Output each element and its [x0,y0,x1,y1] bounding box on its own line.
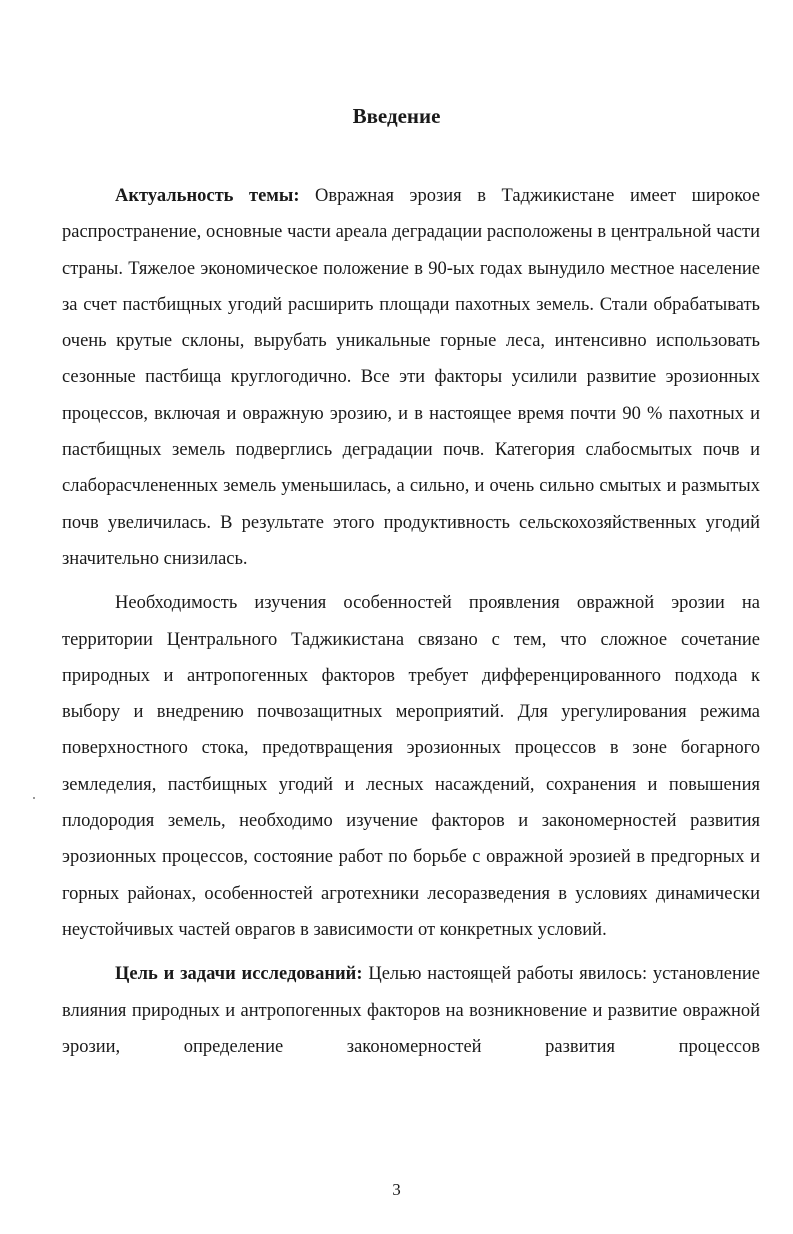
scan-speck [33,797,35,799]
paragraph-text: Овражная эрозия в Таджикистане имеет широкое распространение, основные части ареала деградации расположены в центральной части страны. Тяжелое экономическое положение в 90-ых годах вынудило местное население за счет пастбищных угодий расширить площади пахотных земель. Стали обрабатывать очень крутые склоны, вырубать уникальные горные леса, интенсивно использовать сезонные пастбища круглогодично. Все эти факторы усилили развитие эрозионных процессов, включая и овражную эрозию, и в настоящее время почти 90 % пахотных и пастбищных земель подверглись деградации почв. Категория слабосмытых почв и слаборасчлененных земель уменьшилась, а сильно, и очень сильно смытых и размытых почв увеличилась. В результате этого продуктивность сельскохозяйственных угодий значительно снизилась. [62,186,760,569]
paragraph-lead: Актуальность темы: [115,186,300,206]
page-title: Введение [352,104,441,128]
paragraph-relevance [62,178,760,577]
paragraph-goals [62,956,760,1065]
paragraph-text: Целью настоящей работы явилось: установление влияния природных и антропогенных факторов на возникновение и развитие овражной эрозии, определение закономерностей развития процессов [62,964,760,1057]
paragraph-text: Необходимость изучения особенностей проявления овражной эрозии на территории Центрального Таджикистана связано с тем, что сложное сочетание природных и антропогенных факторов требует дифференцированного подхода к выбору и внедрению почвозащитных мероприятий. Для урегулирования режима поверхностного стока, предотвращения эрозионных процессов в зоне богарного земледелия, пастбищных угодий и лесных насаждений, сохранения и повышения плодородия земель, необходимо изучение факторов и закономерностей развития эрозионных процессов, состояние работ по борьбе с овражной эрозией в предгорных и горных районах, особенностей агротехники лесоразведения в условиях динамически неустойчивых частей оврагов в зависимости от конкретных условий. [62,593,760,940]
paragraph-necessity [62,585,760,948]
paragraph-lead: Цель и задачи исследований: [115,964,363,985]
page-number: 3 [392,1180,401,1199]
document-body [62,178,760,1073]
